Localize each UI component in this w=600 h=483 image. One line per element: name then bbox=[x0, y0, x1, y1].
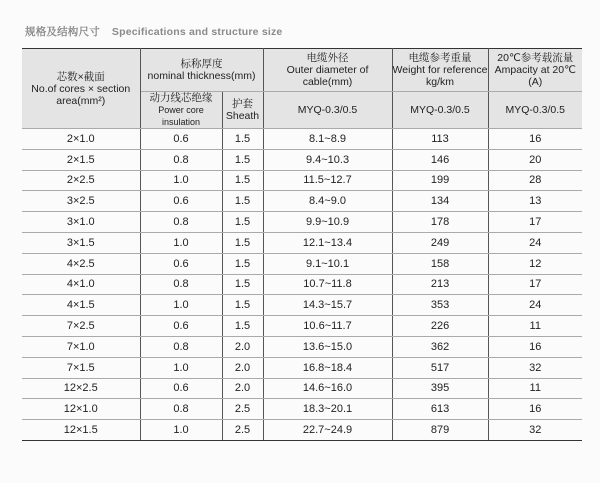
cell-insulation: 1.0 bbox=[140, 170, 222, 191]
cell-outer: 11.5~12.7 bbox=[263, 170, 392, 191]
cell-sheath: 2.0 bbox=[222, 336, 263, 357]
table-row bbox=[22, 378, 582, 399]
cell-weight: 249 bbox=[392, 232, 488, 253]
cell-cores: 12×1.5 bbox=[22, 420, 140, 441]
table-row bbox=[22, 420, 582, 441]
table-row bbox=[22, 191, 582, 212]
cell-sheath: 1.5 bbox=[222, 316, 263, 337]
cell-outer: 9.4~10.3 bbox=[263, 149, 392, 170]
table-row bbox=[22, 149, 582, 170]
cell-cores: 4×2.5 bbox=[22, 253, 140, 274]
cell-outer: 8.4~9.0 bbox=[263, 191, 392, 212]
cell-outer: 14.3~15.7 bbox=[263, 295, 392, 316]
table-row bbox=[22, 212, 582, 233]
cell-weight: 199 bbox=[392, 170, 488, 191]
cell-ampacity: 24 bbox=[488, 232, 582, 253]
cell-outer: 12.1~13.4 bbox=[263, 232, 392, 253]
header-outer-diameter: 电缆外径 Outer diameter of cable(mm) bbox=[263, 49, 392, 92]
heading-zh: 规格及结构尺寸 bbox=[25, 26, 100, 38]
cell-weight: 395 bbox=[392, 378, 488, 399]
cell-outer: 9.9~10.9 bbox=[263, 212, 392, 233]
cell-insulation: 0.6 bbox=[140, 129, 222, 150]
cell-cores: 2×1.0 bbox=[22, 129, 140, 150]
table-row bbox=[22, 295, 582, 316]
cell-cores: 3×1.0 bbox=[22, 212, 140, 233]
cell-outer: 8.1~8.9 bbox=[263, 129, 392, 150]
cell-sheath: 1.5 bbox=[222, 212, 263, 233]
cell-ampacity: 17 bbox=[488, 274, 582, 295]
cell-weight: 213 bbox=[392, 274, 488, 295]
table-row bbox=[22, 274, 582, 295]
table-body bbox=[22, 129, 582, 441]
cell-ampacity: 11 bbox=[488, 316, 582, 337]
cell-insulation: 1.0 bbox=[140, 420, 222, 441]
header-model-ampacity: MYQ-0.3/0.5 bbox=[488, 92, 582, 129]
cell-sheath: 2.0 bbox=[222, 357, 263, 378]
specifications-table bbox=[22, 48, 582, 441]
cell-weight: 517 bbox=[392, 357, 488, 378]
cell-weight: 613 bbox=[392, 399, 488, 420]
cell-insulation: 1.0 bbox=[140, 232, 222, 253]
cell-weight: 113 bbox=[392, 129, 488, 150]
cell-weight: 879 bbox=[392, 420, 488, 441]
cell-sheath: 1.5 bbox=[222, 253, 263, 274]
cell-cores: 4×1.5 bbox=[22, 295, 140, 316]
cell-sheath: 1.5 bbox=[222, 274, 263, 295]
cell-insulation: 0.8 bbox=[140, 399, 222, 420]
cell-ampacity: 20 bbox=[488, 149, 582, 170]
cell-cores: 3×1.5 bbox=[22, 232, 140, 253]
header-insulation: 动力线芯绝缘 Power core insulation bbox=[140, 92, 222, 129]
cell-cores: 7×1.0 bbox=[22, 336, 140, 357]
cell-sheath: 1.5 bbox=[222, 149, 263, 170]
heading-en: Specifications and structure size bbox=[111, 26, 283, 38]
cell-outer: 10.6~11.7 bbox=[263, 316, 392, 337]
cell-weight: 134 bbox=[392, 191, 488, 212]
cell-outer: 14.6~16.0 bbox=[263, 378, 392, 399]
cell-cores: 7×2.5 bbox=[22, 316, 140, 337]
cell-weight: 158 bbox=[392, 253, 488, 274]
cell-insulation: 0.8 bbox=[140, 274, 222, 295]
cell-outer: 13.6~15.0 bbox=[263, 336, 392, 357]
cell-insulation: 0.8 bbox=[140, 149, 222, 170]
cell-ampacity: 24 bbox=[488, 295, 582, 316]
table-row bbox=[22, 399, 582, 420]
cell-insulation: 0.8 bbox=[140, 212, 222, 233]
cell-insulation: 0.6 bbox=[140, 191, 222, 212]
cell-ampacity: 32 bbox=[488, 357, 582, 378]
cell-weight: 178 bbox=[392, 212, 488, 233]
cell-ampacity: 16 bbox=[488, 336, 582, 357]
cell-cores: 2×1.5 bbox=[22, 149, 140, 170]
cell-ampacity: 17 bbox=[488, 212, 582, 233]
cell-insulation: 1.0 bbox=[140, 295, 222, 316]
cell-insulation: 0.6 bbox=[140, 253, 222, 274]
cell-sheath: 2.0 bbox=[222, 378, 263, 399]
cell-insulation: 0.6 bbox=[140, 316, 222, 337]
cell-sheath: 1.5 bbox=[222, 170, 263, 191]
header-cores: 芯数×截面 No.of cores × section area(mm²) bbox=[22, 49, 140, 129]
cell-cores: 4×1.0 bbox=[22, 274, 140, 295]
cell-cores: 12×2.5 bbox=[22, 378, 140, 399]
table-row bbox=[22, 336, 582, 357]
cell-ampacity: 12 bbox=[488, 253, 582, 274]
page-heading bbox=[25, 24, 282, 39]
cell-ampacity: 32 bbox=[488, 420, 582, 441]
cell-outer: 16.8~18.4 bbox=[263, 357, 392, 378]
cell-cores: 2×2.5 bbox=[22, 170, 140, 191]
cell-cores: 7×1.5 bbox=[22, 357, 140, 378]
cell-ampacity: 28 bbox=[488, 170, 582, 191]
cell-insulation: 0.8 bbox=[140, 336, 222, 357]
table-row bbox=[22, 357, 582, 378]
table-row bbox=[22, 316, 582, 337]
cell-weight: 226 bbox=[392, 316, 488, 337]
cell-sheath: 1.5 bbox=[222, 191, 263, 212]
cell-sheath: 1.5 bbox=[222, 295, 263, 316]
cell-ampacity: 11 bbox=[488, 378, 582, 399]
cell-sheath: 2.5 bbox=[222, 420, 263, 441]
cell-sheath: 2.5 bbox=[222, 399, 263, 420]
cell-sheath: 1.5 bbox=[222, 232, 263, 253]
header-ampacity: 20℃参考载流量 Ampacity at 20℃ (A) bbox=[488, 49, 582, 92]
cell-cores: 12×1.0 bbox=[22, 399, 140, 420]
cell-ampacity: 16 bbox=[488, 399, 582, 420]
header-nominal-thickness: 标称厚度 nominal thickness(mm) bbox=[140, 49, 263, 92]
cell-outer: 10.7~11.8 bbox=[263, 274, 392, 295]
cell-sheath: 1.5 bbox=[222, 129, 263, 150]
header-model-outer: MYQ-0.3/0.5 bbox=[263, 92, 392, 129]
cell-cores: 3×2.5 bbox=[22, 191, 140, 212]
cell-outer: 22.7~24.9 bbox=[263, 420, 392, 441]
header-model-weight: MYQ-0.3/0.5 bbox=[392, 92, 488, 129]
header-weight: 电缆参考重量 Weight for reference kg/km bbox=[392, 49, 488, 92]
cell-outer: 18.3~20.1 bbox=[263, 399, 392, 420]
header-sheath: 护套 Sheath bbox=[222, 92, 263, 129]
table-header bbox=[22, 49, 582, 129]
cell-ampacity: 16 bbox=[488, 129, 582, 150]
cell-insulation: 1.0 bbox=[140, 357, 222, 378]
table-row bbox=[22, 170, 582, 191]
cell-weight: 146 bbox=[392, 149, 488, 170]
cell-ampacity: 13 bbox=[488, 191, 582, 212]
cell-weight: 353 bbox=[392, 295, 488, 316]
table-row bbox=[22, 253, 582, 274]
table-row bbox=[22, 129, 582, 150]
cell-outer: 9.1~10.1 bbox=[263, 253, 392, 274]
cell-weight: 362 bbox=[392, 336, 488, 357]
cell-insulation: 0.6 bbox=[140, 378, 222, 399]
table-row bbox=[22, 232, 582, 253]
